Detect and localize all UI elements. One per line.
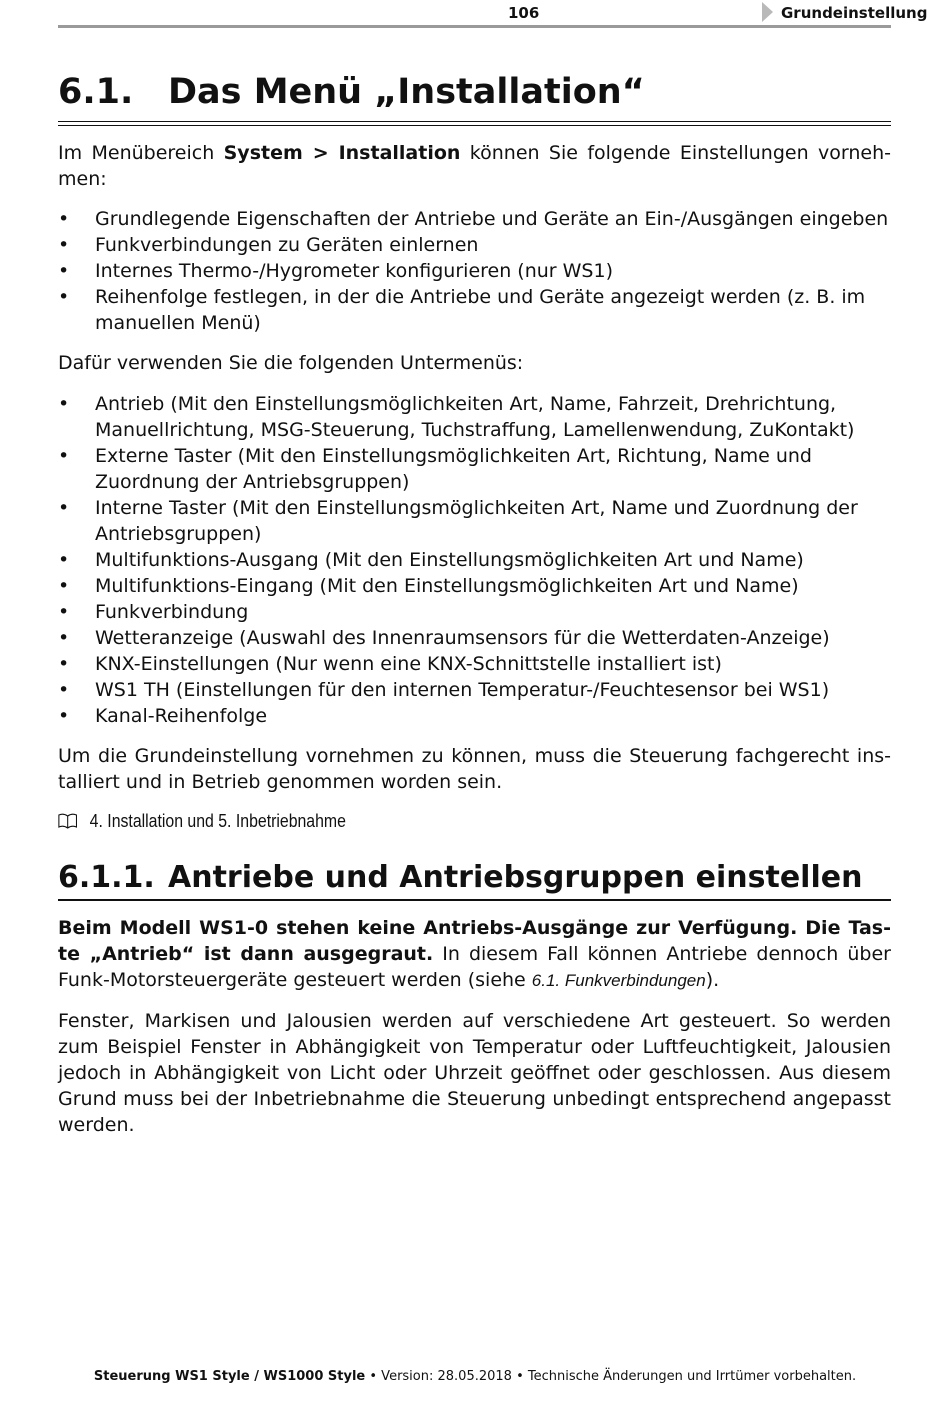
model-note-end: ).: [705, 969, 720, 991]
list-item: • Antrieb (Mit den Einstellungsmöglichkeiten Art, Name, Fahrzeit, Drehrichtung, Manuellrichtung, MSG-Steuerung, Tuchstraffung, Lamellenwendung, ZuKontakt): [58, 391, 891, 443]
heading-6-1-1: [58, 859, 891, 901]
page-content: [58, 70, 891, 1138]
list-item: • Reihenfolge festlegen, in der die Antriebe und Geräte angezeigt werden (z. B. im manuellen Menü): [58, 284, 891, 336]
list-item: • Kanal-Reihenfolge: [58, 703, 891, 729]
reference-text: 4. Installation und 5. Inbetriebnahme: [89, 811, 346, 831]
heading-number: 6.1.1.: [58, 860, 155, 895]
heading-6-1: [58, 70, 891, 122]
list-item: • Funkverbindungen zu Geräten einlernen: [58, 232, 891, 258]
list-item: • KNX-Einstellungen (Nur wenn eine KNX-Schnittstelle installiert ist): [58, 651, 891, 677]
model-warning: Beim Modell WS1-0 stehen keine Antriebs-Ausgänge zur Verfügung. Die Taste „Antrieb“ ist dann ausgegraut.: [58, 917, 891, 965]
list-item: • Internes Thermo-/Hygrometer konfigurieren (nur WS1): [58, 258, 891, 284]
cross-reference[interactable]: [58, 809, 791, 833]
submenus-intro: Dafür verwenden Sie die folgenden Untermenüs:: [58, 352, 524, 374]
list-item: • Multifunktions-Ausgang (Mit den Einstellungsmöglichkeiten Art und Name): [58, 547, 891, 573]
chevron-right-icon: [762, 2, 773, 22]
list-item: • Interne Taster (Mit den Einstellungsmöglichkeiten Art, Name und Zuordnung der Antriebsgruppen): [58, 495, 891, 547]
intro-paragraph: [58, 140, 891, 192]
heading-title: Das Menü „Installation“: [168, 72, 645, 112]
list-item: • Wetteranzeige (Auswahl des Innenraumsensors für die Wetterdaten-Anzeige): [58, 625, 891, 651]
intro-text-end: können Sie folgende Einstellungen vornehmen:: [58, 142, 891, 190]
list-item: • Funkverbindung: [58, 599, 891, 625]
intro-text: Im Menübereich: [58, 142, 224, 164]
footer-product: Steuerung WS1 Style / WS1000 Style: [93, 1369, 366, 1384]
model-note-paragraph: [58, 915, 891, 994]
book-icon: [58, 813, 77, 829]
list-item: • Externe Taster (Mit den Einstellungsmöglichkeiten Art, Richtung, Name und Zuordnung der Antriebsgruppen): [58, 443, 891, 495]
submenus-list: [58, 391, 891, 729]
menu-path: System > Installation: [223, 142, 461, 164]
list-item: • WS1 TH (Einstellungen für den internen Temperatur-/Feuchtesensor bei WS1): [58, 677, 891, 703]
control-paragraph: Fenster, Markisen und Jalousien werden auf verschiedene Art gesteuert. So werden zum Beispiel Fenster in Abhängigkeit von Temperatur oder Luftfeuchtigkeit, Jalousien jedoch in Abhängigkeit von Licht oder Uhrzeit geöffnet oder geschlossen. Aus diesem Grund muss bei der Inbetriebnahme die Steuerung unbedingt entsprechend angepasst werden.: [58, 1010, 891, 1136]
setup-note: Um die Grundeinstellung vornehmen zu können, muss die Steuerung fachgerecht installiert und in Betrieb genommen worden sein.: [58, 745, 891, 793]
page-header: [58, 0, 928, 30]
list-item: • Grundlegende Eigenschaften der Antriebe und Geräte an Ein-/Ausgängen eingeben: [58, 206, 891, 232]
header-divider: [58, 25, 891, 28]
radio-connections-link[interactable]: 6.1. Funkverbindungen: [531, 971, 706, 990]
heading-number: 6.1.: [58, 72, 134, 112]
model-note-text: In diesem Fall können Antriebe dennoch über Funk-Motorsteuergeräte gesteuert werden (siehe: [58, 943, 891, 991]
header-section-title: Grundeinstellung: [781, 4, 928, 22]
list-item: • Multifunktions-Eingang (Mit den Einstellungsmöglichkeiten Art und Name): [58, 573, 891, 599]
page-footer: [0, 1369, 950, 1384]
settings-list: [58, 206, 891, 336]
page-number: 106: [508, 4, 540, 22]
footer-text: • Version: 28.05.2018 • Technische Änderungen und Irrtümer vorbehalten.: [365, 1369, 857, 1384]
heading-title: Antriebe und Antriebsgruppen einstellen: [168, 860, 863, 895]
